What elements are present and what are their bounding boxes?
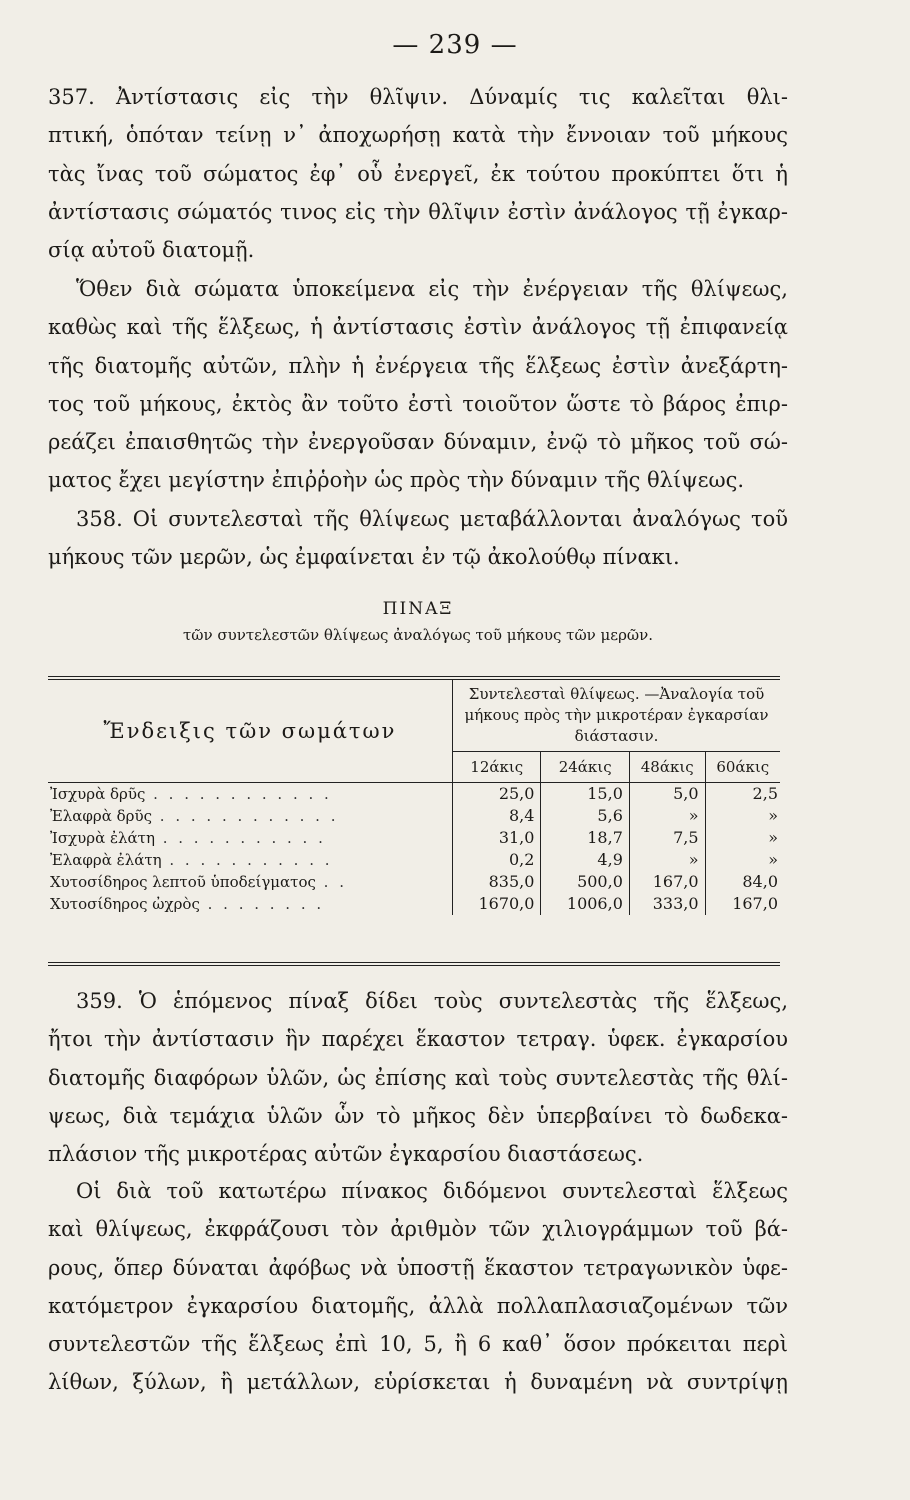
text-line: τὰς ἴνας τοῦ σώματος ἐφ᾽ οὗ ἐνεργεῖ, ἐκ τούτου προκύπτει ὅτι ἡ bbox=[48, 161, 788, 186]
text-line: πτική, ὁπόταν τείνῃ ν᾽ ἀποχωρήσῃ κατὰ τὴν ἔννοιαν τοῦ μήκους bbox=[48, 123, 788, 148]
table-row bbox=[48, 871, 780, 893]
text-line: συντελεστῶν τῆς ἕλξεως ἐπὶ 10, 5, ἢ 6 καθ᾽ ὅσον πρόκειται περὶ bbox=[48, 1332, 788, 1357]
text-line: 358. Οἱ συντελεσταὶ τῆς θλίψεως μεταβάλλονται ἀναλόγως τοῦ bbox=[76, 507, 788, 531]
value-cell: » bbox=[629, 805, 705, 827]
leader-dots: . . bbox=[315, 873, 347, 891]
text-line: ψεως, διὰ τεμάχια ὑλῶν ὧν τὸ μῆκος δὲν ὑπερβαίνει τὸ δωδεκα- bbox=[48, 1103, 788, 1128]
value-cell: 15,0 bbox=[541, 783, 629, 806]
section-358 bbox=[48, 500, 788, 577]
text-line: ἀντίστασις σώματός τινος εἰς τὴν θλῖψιν ἐστὶν ἀνάλογος τῇ ἐγκαρ- bbox=[48, 199, 788, 224]
row-name: Χυτοσίδηρος λεπτοῦ ὑποδείγματος bbox=[50, 873, 316, 891]
leader-dots: . . . . . . . . . . . bbox=[161, 851, 333, 869]
row-name-cell bbox=[48, 893, 453, 915]
coefficient-table bbox=[48, 676, 780, 966]
row-name-cell bbox=[48, 827, 453, 849]
leader-dots: . . . . . . . . bbox=[199, 895, 325, 913]
table-row bbox=[48, 805, 780, 827]
header-coefficients: Συντελεσταὶ θλίψεως. —Ἀναλογία τοῦ μήκους πρὸς τὴν μικροτέραν ἐγκαρσίαν διάστασιν. bbox=[453, 680, 781, 752]
leader-dots: . . . . . . . . . . . . bbox=[145, 785, 332, 803]
value-cell: 31,0 bbox=[453, 827, 541, 849]
text-line: τῆς διατομῆς αὐτῶν, πλὴν ἡ ἐνέργεια τῆς ἕλξεως ἐστὶν ἀνεξάρτη- bbox=[48, 353, 788, 378]
text-line: διατομῆς διαφόρων ὑλῶν, ὡς ἐπίσης καὶ τοὺς συντελεστὰς τῆς θλί- bbox=[48, 1065, 788, 1090]
value-cell: 333,0 bbox=[629, 893, 705, 915]
text-line: πλάσιον τῆς μικροτέρας αὐτῶν ἐγκαρσίου διαστάσεως. bbox=[48, 1142, 644, 1167]
column-header: 48άκις bbox=[629, 752, 705, 783]
row-name-cell bbox=[48, 805, 453, 827]
row-name: Ἐλαφρὰ ἐλάτη bbox=[50, 851, 162, 869]
column-header: 24άκις bbox=[541, 752, 629, 783]
value-cell: 1006,0 bbox=[541, 893, 629, 915]
text-line: ματος ἔχει μεγίστην ἐπιῤῥοὴν ὡς πρὸς τὴν δύναμιν τῆς θλίψεως. bbox=[48, 468, 745, 493]
value-cell: 1670,0 bbox=[453, 893, 541, 915]
value-cell: 8,4 bbox=[453, 805, 541, 827]
text-line: μήκους τῶν μερῶν, ὡς ἐμφαίνεται ἐν τῷ ἀκολούθῳ πίνακι. bbox=[48, 545, 680, 570]
value-cell: 84,0 bbox=[742, 872, 778, 891]
value-cell: 835,0 bbox=[453, 871, 541, 893]
value-cell: 4,9 bbox=[541, 849, 629, 871]
value-cell: » bbox=[629, 849, 705, 871]
text-line: Οἱ διὰ τοῦ κατωτέρω πίνακος διδόμενοι συντελεσταὶ ἕλξεως bbox=[76, 1179, 788, 1203]
table-row bbox=[48, 783, 780, 806]
value-cell: 500,0 bbox=[541, 871, 629, 893]
section-357 bbox=[48, 78, 788, 269]
text-line: καὶ θλίψεως, ἐκφράζουσι τὸν ἀριθμὸν τῶν χιλιογράμμων τοῦ βά- bbox=[48, 1217, 788, 1242]
column-header: 60άκις bbox=[705, 752, 780, 783]
value-cell: 18,7 bbox=[541, 827, 629, 849]
text-line: ρεάζει ἐπαισθητῶς τὴν ἐνεργοῦσαν δύναμιν, ἐνῷ τὸ μῆκος τοῦ σώ- bbox=[48, 430, 788, 455]
row-name: Ἰσχυρὰ ἐλάτη bbox=[50, 829, 155, 847]
page-number: — 239 — bbox=[392, 30, 518, 60]
value-cell: » bbox=[768, 828, 778, 847]
table-row bbox=[48, 849, 780, 871]
row-name-cell bbox=[48, 783, 453, 806]
value-cell: 7,5 bbox=[629, 827, 705, 849]
header-materials: Ἔνδειξις τῶν σωμάτων bbox=[48, 680, 453, 783]
leader-dots: . . . . . . . . . . . bbox=[154, 829, 326, 847]
value-cell: 167,0 bbox=[732, 894, 778, 913]
table-row bbox=[48, 893, 780, 915]
value-cell: 0,2 bbox=[453, 849, 541, 871]
paragraph-oi bbox=[48, 1172, 788, 1402]
text-line: σίᾳ αὐτοῦ διατομῇ. bbox=[48, 238, 255, 263]
value-cell: » bbox=[768, 806, 778, 825]
table-subtitle: τῶν συντελεστῶν θλίψεως ἀναλόγως τοῦ μήκους τῶν μερῶν. bbox=[182, 626, 654, 644]
paragraph-othen bbox=[48, 270, 788, 500]
section-359 bbox=[48, 982, 788, 1173]
text-line: 359. Ὁ ἑπόμενος πίναξ δίδει τοὺς συντελεστὰς τῆς ἕλξεως, bbox=[76, 989, 788, 1013]
table-row bbox=[48, 827, 780, 849]
value-cell: 167,0 bbox=[629, 871, 705, 893]
column-header: 12άκις bbox=[453, 752, 541, 783]
text-line: ἤτοι τὴν ἀντίστασιν ἣν παρέχει ἕκαστον τετραγ. ὑφεκ. ἐγκαρσίου bbox=[48, 1027, 788, 1052]
text-line: λίθων, ξύλων, ἢ μετάλλων, εὑρίσκεται ἡ δυναμένη νὰ συντρίψῃ bbox=[48, 1370, 788, 1395]
table-heading bbox=[48, 596, 788, 648]
leader-dots: . . . . . . . . . . . . bbox=[152, 807, 339, 825]
value-cell: 25,0 bbox=[453, 783, 541, 806]
row-name: Ἐλαφρὰ δρῦς bbox=[50, 807, 153, 825]
row-name: Ἰσχυρὰ δρῦς bbox=[50, 785, 146, 803]
coefficient-grid bbox=[48, 680, 780, 915]
table-title: ΠΙΝΑΞ bbox=[382, 599, 454, 619]
text-line: καθὼς καὶ τῆς ἕλξεως, ἡ ἀντίστασις ἐστὶν ἀνάλογος τῇ ἐπιφανείᾳ bbox=[48, 315, 788, 340]
value-cell: 5,6 bbox=[541, 805, 629, 827]
text-line: Ὅθεν διὰ σώματα ὑποκείμενα εἰς τὴν ἐνέργειαν τῆς θλίψεως, bbox=[76, 277, 788, 301]
text-line: ρους, ὅπερ δύναται ἀφόβως νὰ ὑποστῇ ἕκαστον τετραγωνικὸν ὑφε- bbox=[48, 1255, 788, 1280]
text-line: 357. Ἀντίστασις εἰς τὴν θλῖψιν. Δύναμίς τις καλεῖται θλι- bbox=[48, 85, 788, 109]
row-name-cell bbox=[48, 849, 453, 871]
row-name-cell bbox=[48, 871, 453, 893]
value-cell: 5,0 bbox=[629, 783, 705, 806]
value-cell: 2,5 bbox=[752, 784, 778, 803]
text-line: κατόμετρον ἐγκαρσίου διατομῆς, ἀλλὰ πολλαπλασιαζομένων τῶν bbox=[48, 1293, 788, 1318]
row-name: Χυτοσίδηρος ὠχρὸς bbox=[50, 895, 200, 913]
text-line: τος τοῦ μήκους, ἐκτὸς ἂν τοῦτο ἐστὶ τοιοῦτον ὥστε τὸ βάρος ἐπιρ- bbox=[48, 391, 788, 416]
value-cell: » bbox=[768, 850, 778, 869]
